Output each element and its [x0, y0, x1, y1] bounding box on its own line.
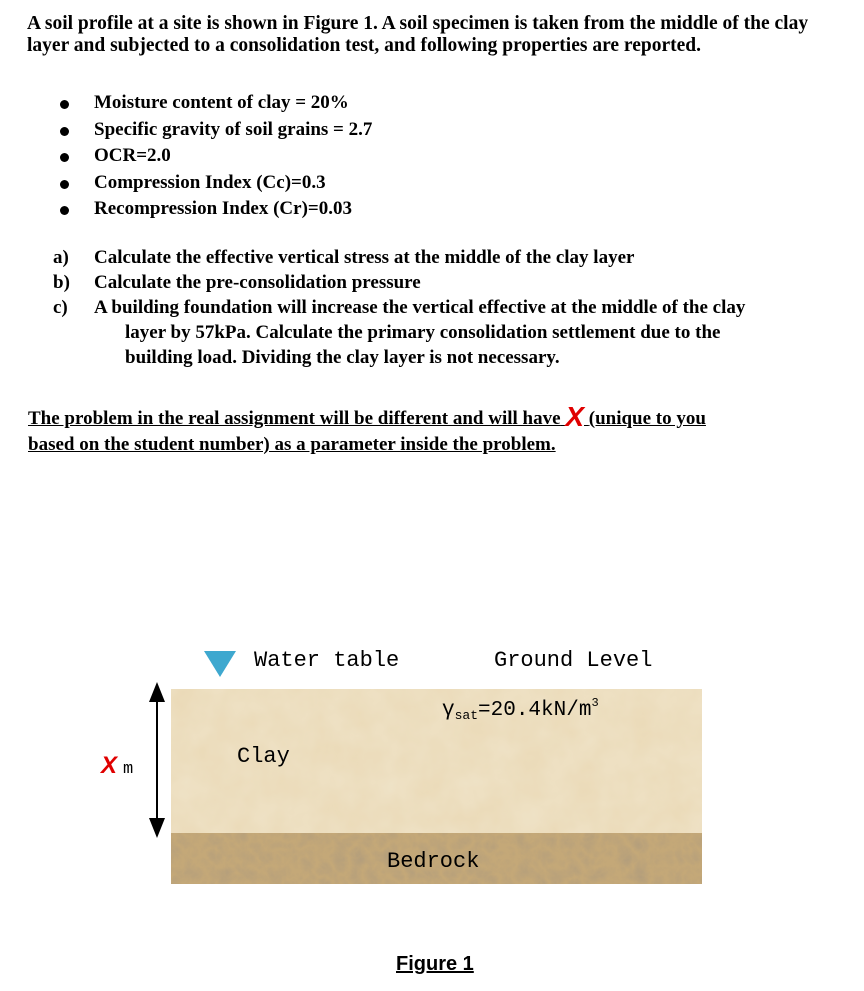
water-table-label: Water table	[254, 648, 400, 673]
property-text: Specific gravity of soil grains = 2.7	[94, 118, 373, 140]
question-text: Calculate the pre-consolidation pressure	[94, 272, 421, 293]
thickness-label	[101, 752, 133, 780]
bedrock-label: Bedrock	[387, 849, 480, 874]
gamma-subscript: sat	[454, 708, 479, 723]
note-part1: The problem in the real assignment will be different and will have	[28, 408, 561, 429]
water-table-icon	[204, 651, 236, 677]
property-text: OCR=2.0	[94, 145, 171, 166]
gamma-symbol: γ	[442, 699, 455, 722]
clay-label: Clay	[237, 744, 290, 769]
question-letter: a)	[53, 247, 69, 268]
figure-caption: Figure 1	[396, 953, 474, 975]
ground-level-label: Ground Level	[494, 648, 653, 673]
unit-weight-label	[442, 696, 599, 723]
gamma-value: =20.4kN/m	[478, 699, 592, 722]
question-c-line3: building load. Dividing the clay layer is not necessary.	[125, 347, 560, 368]
property-text: Compression Index (Cc)=0.3	[94, 171, 326, 193]
note-line2: based on the student number) as a parameter inside the problem.	[28, 434, 556, 455]
question-text: A building foundation will increase the vertical effective at the middle of the clay	[94, 297, 746, 318]
property-text: Recompression Index (Cr)=0.03	[94, 198, 352, 219]
property-text: Moisture content of clay = 20%	[94, 92, 349, 113]
question-text: Calculate the effective vertical stress at the middle of the clay layer	[94, 247, 635, 268]
x-parameter-symbol: X	[565, 401, 584, 432]
thickness-symbol: X	[101, 752, 118, 779]
thickness-unit: m	[123, 760, 134, 779]
gamma-superscript: 3	[591, 696, 599, 710]
note-part2: (unique to you	[588, 408, 706, 429]
intro-paragraph: A soil profile at a site is shown in Figure 1. A soil specimen is taken from the middle of the clay layer and subjected to a consolidation test, and following properties are reported.	[27, 13, 809, 56]
question-letter: c)	[53, 297, 68, 318]
question-letter: b)	[53, 272, 70, 293]
question-c-line2: layer by 57kPa. Calculate the primary consolidation settlement due to the	[125, 322, 721, 343]
